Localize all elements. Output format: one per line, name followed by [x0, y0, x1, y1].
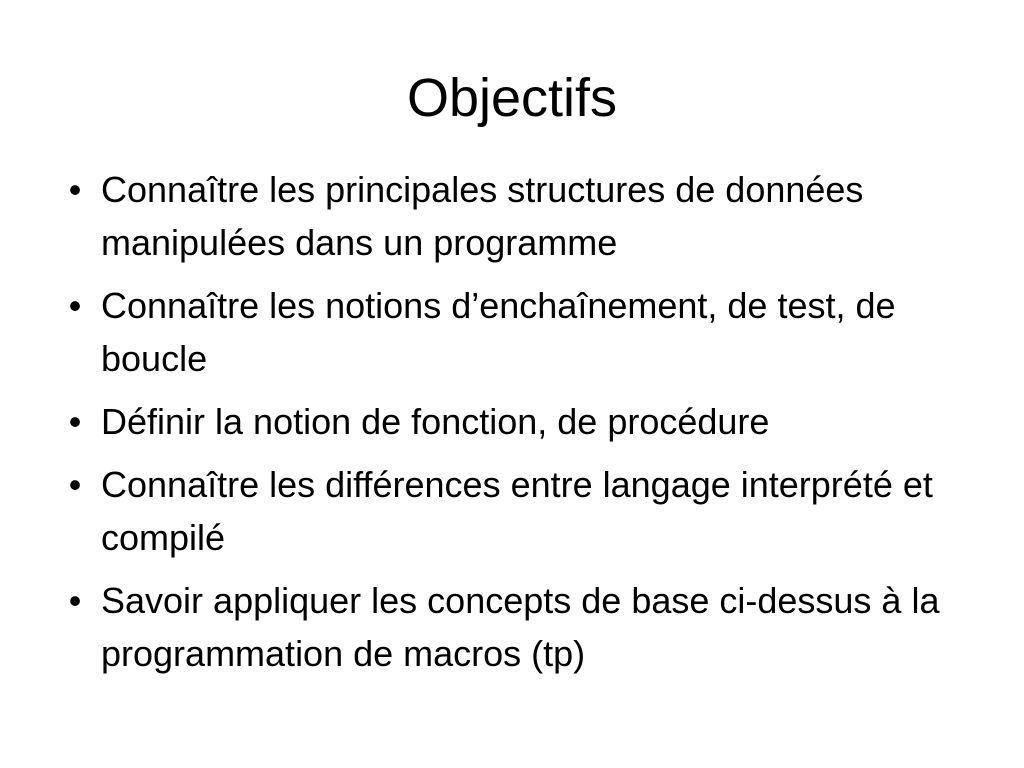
bullet-text: Connaître les principales structures de données manipulées dans un programme [101, 169, 864, 263]
list-item [60, 458, 980, 564]
list-item [60, 279, 980, 385]
bullet-icon: • [68, 169, 82, 210]
bullet-icon: • [68, 401, 82, 442]
bullet-text: Connaître les notions d’enchaînement, de test, de boucle [101, 285, 896, 379]
slide-title: Objectifs [406, 68, 618, 128]
bullet-icon: • [68, 580, 82, 621]
bullet-text: Savoir appliquer les concepts de base ci-dessus à la programmation de macros (tp) [101, 580, 940, 674]
list-item [60, 574, 980, 680]
objectives-list [60, 163, 980, 690]
list-item [60, 163, 980, 269]
list-item [60, 395, 980, 448]
bullet-text: Définir la notion de fonction, de procédure [101, 401, 770, 442]
bullet-icon: • [68, 285, 82, 326]
bullet-icon: • [68, 464, 82, 505]
bullet-text: Connaître les différences entre langage interprété et compilé [101, 464, 933, 558]
